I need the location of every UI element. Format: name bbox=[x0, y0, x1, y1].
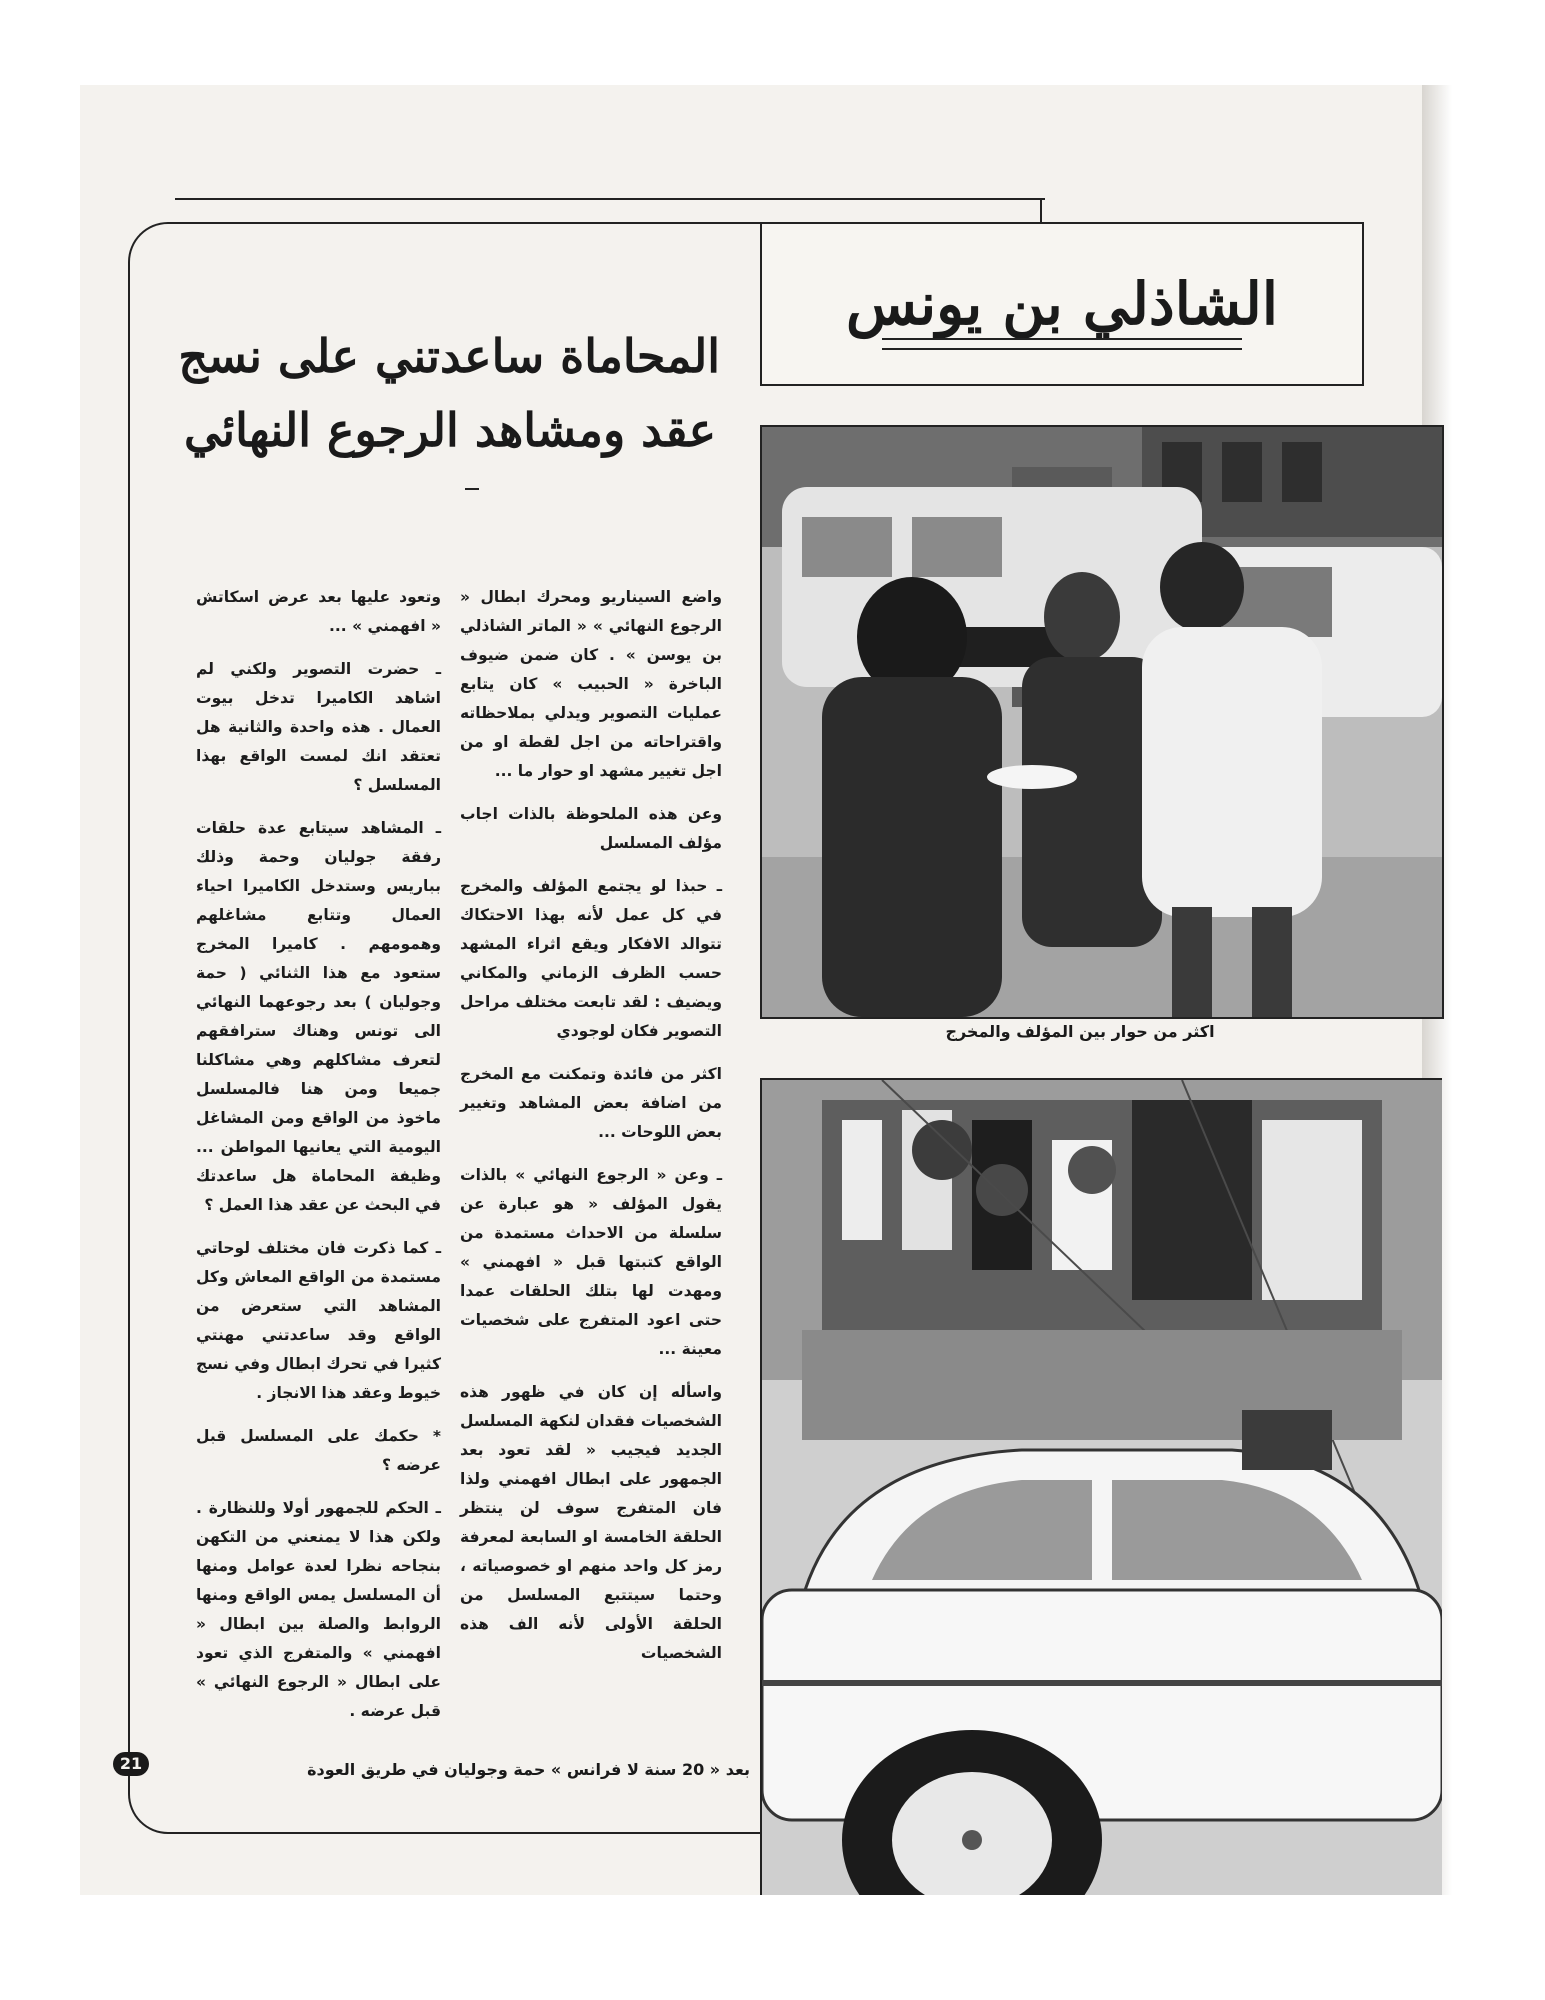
author-name-box bbox=[760, 222, 1364, 386]
paragraph: ـ حبذا لو يجتمع المؤلف والمخرج في كل عمل لأنه بهذا الاحتكاك تتوالد الافكار ويقع اثراء المشهد حسب الظرف الزماني والمكاني ويضيف : لقد تابعت مختلف مراحل التصوير فكان لوجودي bbox=[460, 877, 722, 1040]
street-scene-photo-icon bbox=[762, 427, 1442, 1017]
text-column-left bbox=[196, 583, 441, 1740]
paragraph: * حكمك على المسلسل قبل عرضه ؟ bbox=[196, 1427, 441, 1474]
author-name-underline bbox=[882, 338, 1242, 350]
photo-bottom bbox=[760, 1078, 1442, 1895]
paragraph: ـ كما ذكرت فان مختلف لوحاتي مستمدة من الواقع المعاش وكل المشاهد التي ستعرض من الواقع وقد ساعدتني مهنتي كثيرا في تحرك ابطال وفي نسج خيوط وعقد هذا الانجاز . bbox=[196, 1239, 441, 1402]
paragraph: ـ الحكم للجمهور أولا وللنظارة . ولكن هذا لا يمنعني من التكهن بنجاحه نظرا لعدة عوامل ومنها أن المسلسل يمس الواقع ومنها الروابط والصلة بين ابطال « افهمني » والمتفرج الذي تعود على ابطال « الرجوع النهائي » قبل عرضه . bbox=[196, 1499, 441, 1720]
photo-caption-bottom: بعد « 20 سنة لا فرانس » حمة وجوليان في طريق العودة bbox=[307, 1760, 750, 1779]
paragraph: وتعود عليها بعد عرض اسكاتش « افهمني » ... bbox=[196, 588, 441, 635]
author-name: الشاذلي بن يونس bbox=[846, 270, 1278, 338]
page-number: 21 bbox=[113, 1752, 149, 1776]
paragraph: وعن هذه الملحوظة بالذات اجاب مؤلف المسلسل bbox=[460, 805, 722, 852]
paragraph: واسأله إن كان في ظهور هذه الشخصيات فقدان لنكهة المسلسل الجديد فيجيب « لقد تعود بعد الجمهور على ابطال افهمني ولذا فان المتفرج سوف لن ينتظر الحلقة الخامسة او السابعة لمعرفة رمز كل واحد منهم او خصوصياته ، وحتما سيتتبع المسلسل من الحلقة الأولى لأنه الف هذه الشخصيات bbox=[460, 1383, 722, 1662]
headline-line-1: المحاماة ساعدتني على نسج bbox=[178, 329, 720, 383]
headline-line-2: عقد ومشاهد الرجوع النهائي bbox=[183, 402, 717, 457]
paragraph: اكثر من فائدة وتمكنت مع المخرج من اضافة بعض المشاهد وتغيير بعض اللوحات ... bbox=[460, 1065, 722, 1141]
paragraph: ـ وعن « الرجوع النهائي » بالذات يقول المؤلف « هو عبارة عن سلسلة من الاحداث مستمدة من الواقع كتبتها قبل « افهمني » ومهدت لها بتلك الحلقات عمدا حتى اعود المتفرج على شخصيات معينة ... bbox=[460, 1166, 722, 1358]
paragraph: ـ المشاهد سيتابع عدة حلقات رفقة جوليان وحمة وذلك بباريس وستدخل الكاميرا احياء العمال وتتابع مشاغلهم وهمومهم . كاميرا المخرج ستعود مع هذا الثنائي ( حمة وجوليان ) بعد رجوعهما النهائي الى تونس وهناك سترافقهم لتعرف مشاكلهم وهي مشاكلنا جميعا ومن هنا فالمسلسل ماخوذ من الواقع ومن المشاغل اليومية التي يعانيها المواطن ... وظيفة المحاماة هل ساعدتك في البحث عن عقد هذا العمل ؟ bbox=[196, 819, 441, 1214]
text-column-middle bbox=[460, 583, 722, 1682]
paragraph: واضع السيناريو ومحرك ابطال « الرجوع النهائي » « الماتر الشاذلي بن يوسن » . كان ضمن ضيوف الباخرة « الحبيب » كان يتابع عمليات التصوير ويدلي بملاحظاته واقتراحاته من اجل لقطة او من اجل تغيير مشهد او حوار ما ... bbox=[460, 588, 722, 780]
top-rule bbox=[175, 198, 1045, 200]
headline-dash bbox=[465, 488, 479, 490]
photo-top bbox=[760, 425, 1444, 1019]
photo-caption-top: اكثر من حوار بين المؤلف والمخرج bbox=[945, 1022, 1215, 1041]
paragraph: ـ حضرت التصوير ولكني لم اشاهد الكاميرا تدخل بيوت العمال . هذه واحدة والثانية هل تعتقد انك لمست الواقع بهذا المسلسل ؟ bbox=[196, 660, 441, 794]
loaded-car-photo-icon bbox=[762, 1080, 1442, 1895]
headline bbox=[180, 320, 720, 467]
